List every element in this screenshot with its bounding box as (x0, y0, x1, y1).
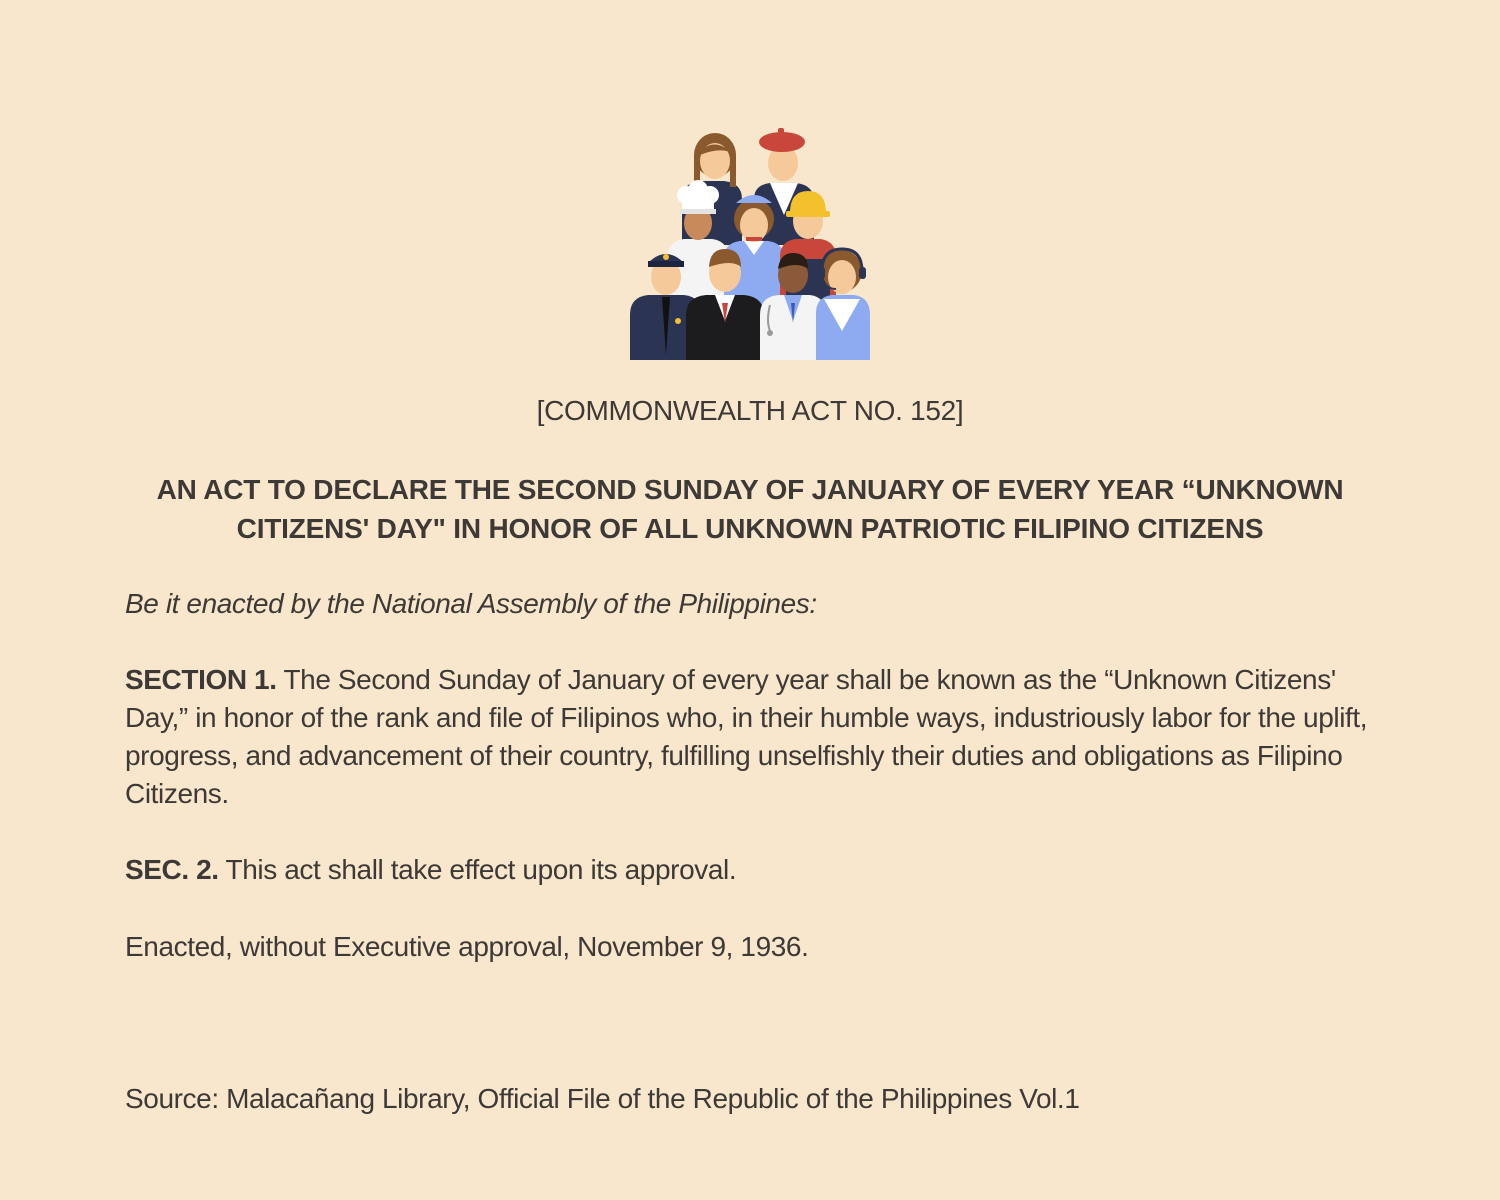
section-1 (125, 661, 1370, 813)
section-1-label: SECTION 1. (125, 664, 277, 695)
call-center-agent-figure (816, 249, 870, 360)
section-2-text: This act shall take effect upon its approval. (218, 854, 737, 885)
enacting-clause: Be it enacted by the National Assembly of the Philippines: (125, 588, 817, 619)
section-2 (125, 851, 1370, 889)
enacted-statement: Enacted, without Executive approval, November 9, 1936. (125, 931, 809, 962)
act-number: [COMMONWEALTH ACT NO. 152] (536, 395, 964, 426)
section-2-label: SEC. 2. (125, 854, 219, 885)
section-1-text: The Second Sunday of January of every year shall be known as the “Unknown Citizens' Day,” in honor of the rank and file of Filipinos who, in their humble ways, industriously labor for the uplift, progress, and advancement of their country, fulfilling unselfishly their duties and obligations as Filipino Citizens. (125, 664, 1368, 809)
group-of-citizens-icon (620, 125, 880, 370)
act-title: AN ACT TO DECLARE THE SECOND SUNDAY OF JANUARY OF EVERY YEAR “UNKNOWN CITIZENS' DAY" IN HONOR OF ALL UNKNOWN PATRIOTIC FILIPINO CITIZENS (156, 474, 1344, 544)
source-citation: Source: Malacañang Library, Official File of the Republic of the Philippines Vol.1 (125, 1083, 1080, 1114)
